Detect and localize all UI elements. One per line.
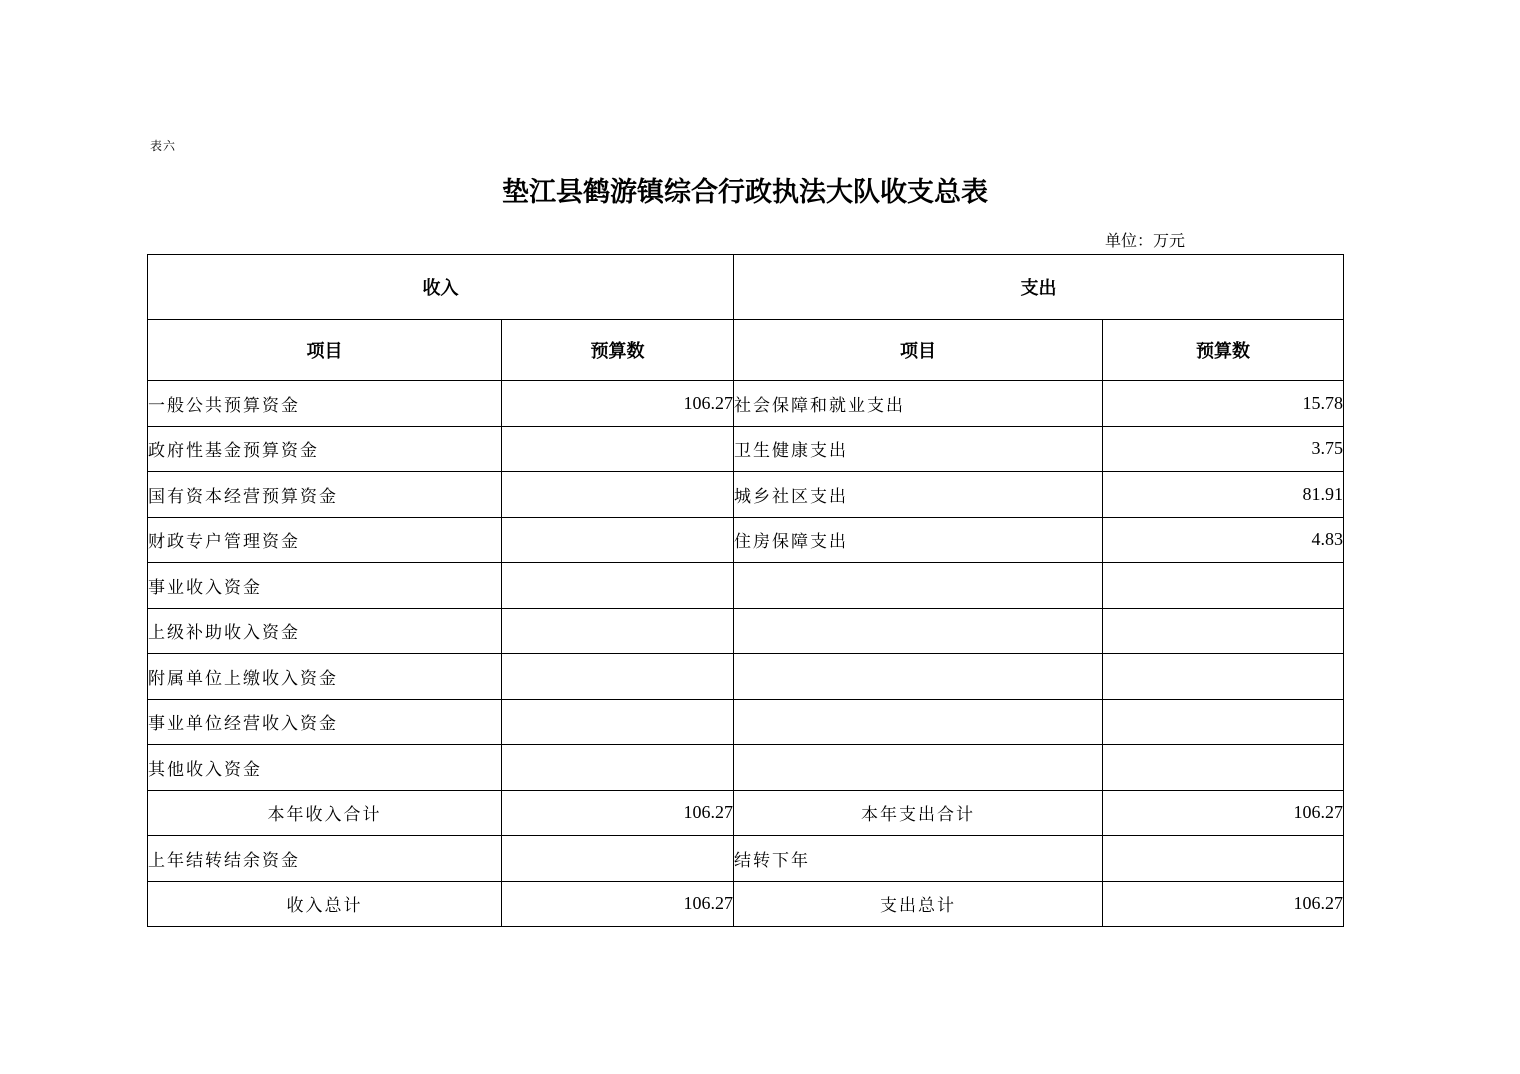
unit-label: 单位：万元 — [1105, 231, 1186, 250]
table-row — [148, 472, 1344, 518]
expense-amount-cell — [1103, 699, 1344, 745]
expense-amount-cell — [1103, 745, 1344, 791]
income-item-cell: 财政专户管理资金 — [148, 517, 502, 563]
income-amount-cell — [502, 745, 734, 791]
expense-item-cell: 社会保障和就业支出 — [734, 381, 1103, 427]
expense-amount-cell: 3.75 — [1103, 426, 1344, 472]
expense-item-cell — [734, 699, 1103, 745]
income-expense-summary-table — [147, 254, 1344, 927]
income-item-cell: 附属单位上缴收入资金 — [148, 654, 502, 700]
income-annual-total-label: 本年收入合计 — [148, 790, 502, 836]
expense-amount-cell — [1103, 563, 1344, 609]
income-item-cell: 上级补助收入资金 — [148, 608, 502, 654]
header-row-columns — [148, 320, 1344, 381]
income-item-cell: 其他收入资金 — [148, 745, 502, 791]
income-item-cell: 上年结转结余资金 — [148, 836, 502, 882]
income-amount-cell — [502, 517, 734, 563]
table-row — [148, 608, 1344, 654]
expense-item-cell — [734, 608, 1103, 654]
expense-grand-total-amount: 106.27 — [1103, 881, 1344, 927]
income-item-cell: 事业收入资金 — [148, 563, 502, 609]
expense-amount-header: 预算数 — [1103, 320, 1344, 381]
income-amount-cell — [502, 472, 734, 518]
table-row — [148, 699, 1344, 745]
income-amount-header: 预算数 — [502, 320, 734, 381]
grand-total-row — [148, 881, 1344, 927]
expense-grand-total-label: 支出总计 — [734, 881, 1103, 927]
header-row-sections — [148, 255, 1344, 320]
income-item-cell: 事业单位经营收入资金 — [148, 699, 502, 745]
expense-amount-cell: 81.91 — [1103, 472, 1344, 518]
income-grand-total-label: 收入总计 — [148, 881, 502, 927]
income-item-header: 项目 — [148, 320, 502, 381]
income-item-cell: 国有资本经营预算资金 — [148, 472, 502, 518]
expense-amount-cell — [1103, 836, 1344, 882]
income-amount-cell: 106.27 — [502, 381, 734, 427]
page-title: 垫江县鹤游镇综合行政执法大队收支总表 — [502, 177, 988, 208]
table-row — [148, 563, 1344, 609]
expense-item-cell — [734, 563, 1103, 609]
expense-amount-cell — [1103, 654, 1344, 700]
income-annual-total-amount: 106.27 — [502, 790, 734, 836]
income-amount-cell — [502, 699, 734, 745]
table-row — [148, 836, 1344, 882]
income-item-cell: 政府性基金预算资金 — [148, 426, 502, 472]
table-row — [148, 426, 1344, 472]
income-item-cell: 一般公共预算资金 — [148, 381, 502, 427]
expense-item-cell — [734, 745, 1103, 791]
expense-annual-total-label: 本年支出合计 — [734, 790, 1103, 836]
income-amount-cell — [502, 608, 734, 654]
income-amount-cell — [502, 836, 734, 882]
table-row — [148, 654, 1344, 700]
annual-total-row — [148, 790, 1344, 836]
table-number-label: 表六 — [150, 139, 177, 153]
expense-annual-total-amount: 106.27 — [1103, 790, 1344, 836]
expense-section-header: 支出 — [734, 255, 1344, 320]
table-row — [148, 745, 1344, 791]
expense-item-cell: 城乡社区支出 — [734, 472, 1103, 518]
expense-amount-cell — [1103, 608, 1344, 654]
income-amount-cell — [502, 426, 734, 472]
income-amount-cell — [502, 563, 734, 609]
table-row — [148, 517, 1344, 563]
expense-item-cell: 卫生健康支出 — [734, 426, 1103, 472]
income-section-header: 收入 — [148, 255, 734, 320]
expense-item-cell: 住房保障支出 — [734, 517, 1103, 563]
income-grand-total-amount: 106.27 — [502, 881, 734, 927]
expense-amount-cell: 15.78 — [1103, 381, 1344, 427]
income-amount-cell — [502, 654, 734, 700]
expense-item-cell: 结转下年 — [734, 836, 1103, 882]
table-row — [148, 381, 1344, 427]
expense-item-header: 项目 — [734, 320, 1103, 381]
expense-amount-cell: 4.83 — [1103, 517, 1344, 563]
expense-item-cell — [734, 654, 1103, 700]
